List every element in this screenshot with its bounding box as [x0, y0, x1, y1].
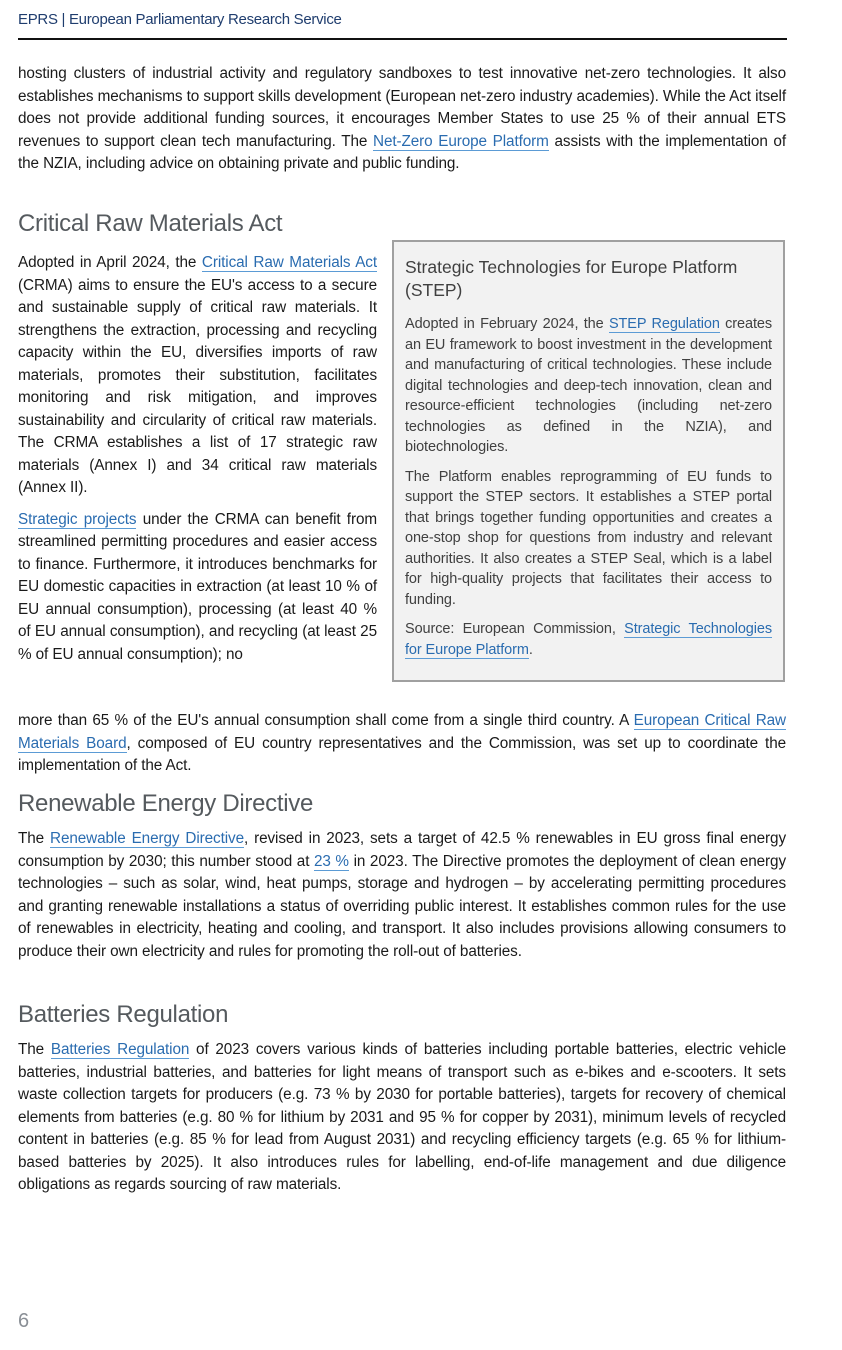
step-text: creates an EU framework to boost investment in the development and manufacturing of critical technologies. These include digital technologies and deep-tech innovation, clean and resource-efficient technologies (including net-zero technologies as defined in the NZIA), and biotechnologies. — [405, 316, 772, 455]
raw-materials-board-link[interactable]: European Critical Raw Materials Board — [18, 712, 786, 752]
source-text: . — [528, 641, 533, 658]
step-regulation-link[interactable]: STEP Regulation — [608, 316, 720, 332]
step-platform-source-link[interactable]: Strategic Technologies for Europe Platform — [405, 621, 772, 658]
header-divider — [18, 38, 787, 40]
crma-text: (CRMA) aims to ensure the EU's access to a secure and sustainable supply of critical raw materials. It strengthens the extraction, processing and recycling capacity within the EU, diversifies imports of raw materials, promotes their substitution, facilitates monitoring and risk mitigation, and improves sustainability and circularity of critical raw materials. The CRMA establishes a list of 17 strategic raw materials (Annex I) and 34 critical raw materials (Annex II). — [18, 276, 377, 496]
intro-paragraph — [18, 63, 786, 176]
crma-section — [18, 210, 786, 238]
critical-raw-materials-act-link[interactable]: Critical Raw Materials Act — [201, 254, 377, 271]
strategic-projects-link[interactable]: Strategic projects — [18, 510, 137, 528]
red-paragraph — [18, 828, 786, 963]
red-section — [18, 790, 786, 963]
crma-paragraph-1 — [18, 252, 377, 500]
step-paragraph-2: The Platform enables reprogramming of EU funds to support the STEP sectors. It establishes a STEP portal that brings together funding opportunities and creates a one-stop shop for questions from industry and relevant authorities. It also creates a STEP Seal, which is a label for high-quality projects that facilitates their access to funding. — [405, 468, 772, 608]
crma-heading: Critical Raw Materials Act — [18, 210, 283, 237]
batteries-heading: Batteries Regulation — [18, 1001, 229, 1028]
page-header — [18, 11, 786, 29]
crma-continuation — [18, 710, 786, 778]
crma-paragraph-2-cont — [18, 710, 786, 778]
batteries-regulation-link[interactable]: Batteries Regulation — [50, 1041, 190, 1058]
red-text: in 2023. The Directive promotes the deployment of clean energy technologies – such as solar, wind, heat pumps, storage and hydrogen – by accelerating permitting procedures and granting renewable installations a status of overriding public interest. It establishes common rules for the use of renewables in electricity, heating and cooling, and transport. It also includes provisions allowing consumers to produce their own electricity and rules for promoting the roll-out of batteries. — [18, 852, 787, 960]
twenty-three-percent-link[interactable]: 23 % — [313, 852, 349, 870]
intro-section — [18, 63, 786, 176]
crma-text: , composed of EU country representatives and the Commission, was set up to coordinate the implementation of the Act. — [18, 734, 787, 774]
batteries-paragraph — [18, 1039, 786, 1197]
crma-text: more than 65 % of the EU's annual consumption shall come from a single third country. A — [18, 712, 634, 729]
red-heading: Renewable Energy Directive — [18, 790, 314, 817]
crma-paragraph-2 — [18, 509, 377, 667]
intro-text: hosting clusters of industrial activity and regulatory sandboxes to test innovative net-zero technologies. It also establishes mechanisms to support skills development (European net-zero industry academies). While the Act itself does not provide additional funding sources, it encourages Member States to use 25 % of their annual ETS revenues to support clean tech manufacturing. The — [18, 65, 786, 150]
page-number: 6 — [18, 1310, 30, 1332]
source-label: Source: European Commission, — [405, 621, 625, 637]
batteries-text: of 2023 covers various kinds of batteries including portable batteries, electric vehicle batteries, industrial batteries, and batteries for light means of transport such as e-bikes and e-scooters. It sets waste collection targets for producers (e.g. 73 % by 2030 for portable batteries), targets for recovery of chemical elements from batteries (e.g. 80 % for lithium by 2031 and 95 % for copper by 2031), minimum levels of recycled content in batteries (e.g. 85 % for lead from August 2031) and recycling efficiency targets (e.g. 65 % for lithium-based batteries by 2025). It also introduces rules for labelling, end-of-life management and due diligence obligations as regards sourcing of raw materials. — [18, 1041, 786, 1193]
step-source — [405, 619, 772, 660]
crma-text: Adopted in April 2024, the — [18, 254, 202, 271]
red-text: The — [18, 830, 50, 847]
intro-text: assists with the implementation of the NZIA, including advice on obtaining private and public funding. — [18, 132, 786, 172]
red-text: , revised in 2023, sets a target of 42.5 % renewables in EU gross final energy consumption by 2030; this number stood at — [18, 830, 786, 870]
crma-text: under the CRMA can benefit from streamlined permitting procedures and easier access to finance. Furthermore, it introduces benchmarks for EU domestic capacities in extraction (at least 10 % of EU annual consumption), processing (at least 40 % of EU annual consumption), and recycling (at least 25 % of EU annual consumption); no — [18, 510, 377, 663]
batteries-section — [18, 1001, 786, 1197]
crma-column — [18, 252, 377, 666]
step-text: Adopted in February 2024, the — [405, 316, 609, 332]
step-paragraph-1 — [405, 314, 772, 458]
header-title: EPRS | European Parliamentary Research Service — [18, 11, 342, 28]
step-info-box — [392, 240, 785, 682]
renewable-energy-directive-link[interactable]: Renewable Energy Directive — [50, 830, 244, 847]
step-box-title: Strategic Technologies for Europe Platform (STEP) — [405, 257, 738, 300]
batteries-text: The — [18, 1041, 51, 1058]
net-zero-europe-platform-link[interactable]: Net-Zero Europe Platform — [373, 132, 549, 150]
